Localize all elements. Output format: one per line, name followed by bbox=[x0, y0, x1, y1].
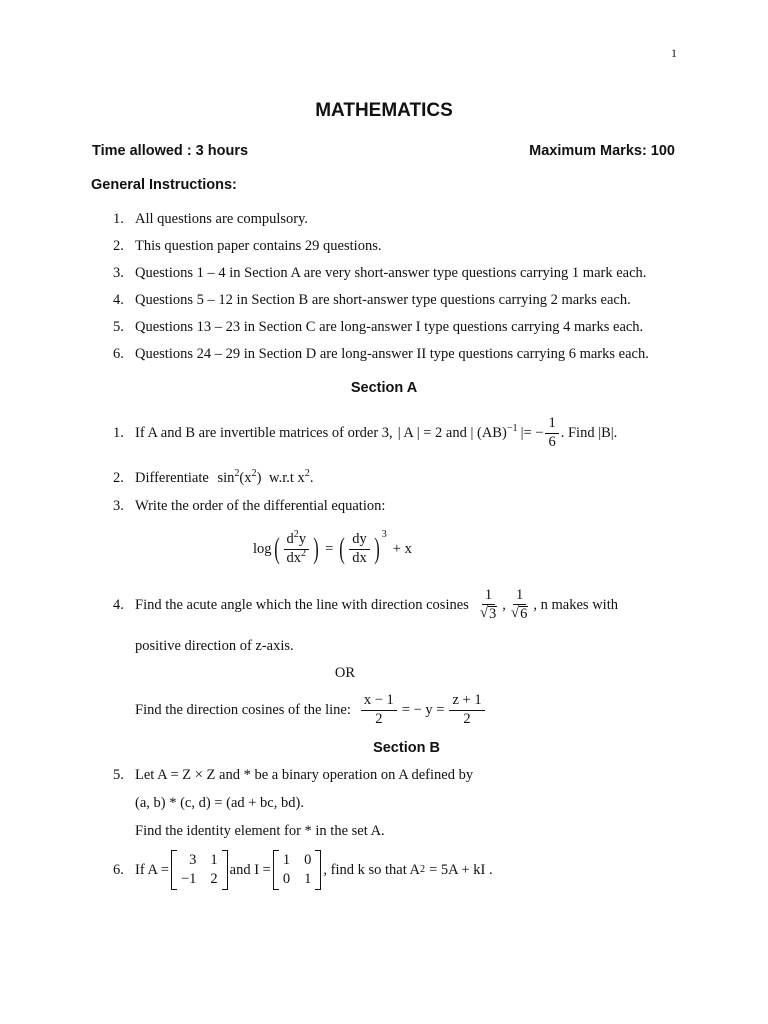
question-number: 3. bbox=[113, 498, 124, 514]
question-5-text-c: Find the identity element for * in the set A. bbox=[135, 823, 385, 839]
instruction-number: 1. bbox=[113, 211, 124, 227]
instruction-text: Questions 5 – 12 in Section B are short-answer type questions carrying 2 marks each. bbox=[135, 292, 631, 308]
question-6-text-b: and I = bbox=[229, 861, 271, 878]
comma: , bbox=[502, 596, 506, 613]
matrix-cell: 1 bbox=[282, 852, 291, 868]
instruction-number: 3. bbox=[113, 265, 124, 281]
right-paren: ) bbox=[313, 532, 319, 565]
question-number: 4. bbox=[113, 597, 124, 613]
fraction-denominator: 2 bbox=[463, 710, 471, 727]
instruction-number: 6. bbox=[113, 346, 124, 362]
instruction-text: Questions 1 – 4 in Section A are very short-answer type questions carrying 1 mark each. bbox=[135, 265, 647, 281]
question-number: 2. bbox=[113, 470, 124, 486]
question-2-expr-close: ) bbox=[256, 470, 262, 486]
sqrt-icon: √ bbox=[510, 605, 520, 622]
direction-cosine-1 bbox=[477, 588, 500, 622]
question-4-text-d: Find the direction cosines of the line: bbox=[135, 701, 351, 718]
matrix-cell: 3 bbox=[189, 852, 197, 868]
fraction-numerator: z + 1 bbox=[449, 693, 484, 710]
question-5-text-b: (a, b) * (c, d) = (ad + bc, bd). bbox=[135, 795, 304, 811]
equation-tail: + x bbox=[392, 540, 412, 557]
instruction-text: Questions 24 – 29 in Section D are long-answer II type questions carrying 6 marks each. bbox=[135, 346, 649, 362]
matrix-a bbox=[171, 850, 228, 890]
fraction-denominator: 6 bbox=[548, 433, 556, 450]
equation-log: log bbox=[253, 540, 272, 557]
question-6: If A = 3 1 −1 2 and I = 1 0 0 1 , find k so that A 2 = 5A + kI . bbox=[135, 846, 493, 894]
question-1-fraction bbox=[545, 416, 558, 449]
question-2-exp2: 2 bbox=[251, 468, 257, 480]
matrix-cell: −1 bbox=[180, 871, 197, 887]
equation-equals: = bbox=[325, 540, 334, 557]
question-1-text-a: If A and B are invertible matrices of order 3, bbox=[135, 424, 393, 441]
matrix-cell: 1 bbox=[210, 852, 218, 868]
fraction-numerator: dy bbox=[349, 532, 370, 549]
direction-cosine-2 bbox=[508, 588, 531, 622]
left-paren: ( bbox=[273, 532, 280, 565]
line-fraction-2 bbox=[449, 693, 484, 726]
sqrt bbox=[480, 606, 497, 622]
matrix-cells bbox=[177, 850, 222, 890]
time-allowed: Time allowed : 3 hours bbox=[92, 143, 249, 159]
fraction-numerator: x − 1 bbox=[361, 693, 397, 710]
instruction-number: 2. bbox=[113, 238, 124, 254]
question-3-equation: log ( $\frac{d^2y}{dx^2}$ ) = ( $\frac{dy}{dx}$ ) $^3$ + x bbox=[253, 529, 412, 566]
fraction-numerator: 1 bbox=[513, 588, 526, 605]
instruction-number: 4. bbox=[113, 292, 124, 308]
question-number: 5. bbox=[113, 767, 124, 783]
page-number: 1 bbox=[671, 46, 677, 60]
matrix-i bbox=[273, 850, 322, 890]
fraction-numerator: 1 bbox=[545, 416, 558, 433]
instruction-number: 5. bbox=[113, 319, 124, 335]
sqrt-icon: √ bbox=[479, 605, 489, 622]
or-separator: OR bbox=[334, 665, 356, 681]
right-paren: ) bbox=[374, 532, 380, 565]
question-1-text-c: |= − bbox=[520, 424, 544, 441]
question-1: If A and B are invertible matrices of order 3, | A | = 2 and | (AB) $^{-1}$ |= − $\frac{1}{6}$ . Find |B|. bbox=[135, 415, 618, 450]
page-title: MATHEMATICS bbox=[315, 100, 453, 121]
question-2-exp3: 2 bbox=[304, 468, 310, 480]
question-5-text-a: Let A = Z × Z and * be a binary operation on A defined by bbox=[135, 767, 474, 783]
instruction-text: Questions 13 – 23 in Section C are long-answer I type questions carrying 4 marks each. bbox=[135, 319, 644, 335]
question-2-expr-x: (x bbox=[239, 470, 252, 486]
bracket-right bbox=[222, 850, 228, 890]
fraction-denominator: dx bbox=[352, 549, 367, 566]
fraction-numerator: 1 bbox=[482, 588, 495, 605]
question-2-exp1: 2 bbox=[234, 468, 240, 480]
instruction-text: This question paper contains 29 questions. bbox=[135, 238, 382, 254]
line-fraction-1 bbox=[361, 693, 397, 726]
question-2-expr-sin: sin bbox=[217, 470, 235, 486]
denominator-exp: 2 bbox=[301, 547, 307, 559]
section-a-heading: Section A bbox=[350, 380, 418, 396]
matrix-cell: 2 bbox=[210, 871, 218, 887]
question-6-text-c: , find k so that A bbox=[323, 861, 421, 878]
sqrt bbox=[511, 606, 528, 622]
question-4-text-a: Find the acute angle which the line with direction cosines bbox=[135, 596, 469, 613]
question-2-text-c: . bbox=[309, 470, 314, 486]
fraction-denominator bbox=[284, 547, 310, 566]
question-2-text-a: Differentiate bbox=[135, 470, 209, 486]
section-b-heading: Section B bbox=[373, 740, 440, 756]
sqrt-value: 6 bbox=[520, 606, 528, 622]
matrix-cell: 0 bbox=[304, 852, 312, 868]
question-number: 1. bbox=[113, 425, 124, 441]
numerator-y: y bbox=[298, 531, 307, 548]
fraction-denominator: 2 bbox=[375, 710, 383, 727]
question-number: 6. bbox=[113, 862, 124, 878]
question-4 bbox=[135, 582, 618, 628]
question-4-text-b: , n makes with bbox=[533, 596, 618, 613]
equation-fraction-1 bbox=[284, 529, 310, 566]
numerator-exp: 2 bbox=[293, 529, 299, 541]
question-1-text-b: | A | = 2 and | (AB) bbox=[397, 424, 507, 441]
instruction-text: All questions are compulsory. bbox=[135, 211, 309, 227]
equation-fraction-2 bbox=[349, 532, 370, 565]
question-2 bbox=[135, 470, 313, 487]
bracket-right bbox=[315, 850, 321, 890]
line-middle: = − y = bbox=[401, 701, 445, 718]
question-4-text-c: positive direction of z-axis. bbox=[135, 638, 294, 654]
fraction-denominator bbox=[477, 605, 500, 622]
question-2-text-b: w.r.t x bbox=[269, 470, 305, 486]
maximum-marks: Maximum Marks: 100 bbox=[529, 143, 675, 159]
question-6-text-d: = 5A + kI . bbox=[429, 861, 493, 878]
matrix-cell: 0 bbox=[282, 871, 291, 887]
fraction-denominator bbox=[508, 605, 531, 622]
general-instructions-heading: General Instructions: bbox=[91, 177, 237, 193]
question-6-text-a: If A = bbox=[135, 861, 169, 878]
sqrt-value: 3 bbox=[489, 606, 497, 622]
question-3-text: Write the order of the differential equation: bbox=[135, 498, 386, 514]
matrix-cells bbox=[279, 850, 316, 890]
left-paren: ( bbox=[339, 532, 346, 565]
denominator-dx: dx bbox=[286, 549, 302, 566]
matrix-cell: 1 bbox=[304, 871, 312, 887]
question-1-text-d: . Find |B|. bbox=[560, 424, 618, 441]
question-4-alt bbox=[135, 688, 487, 732]
numerator-d: d bbox=[286, 531, 294, 548]
